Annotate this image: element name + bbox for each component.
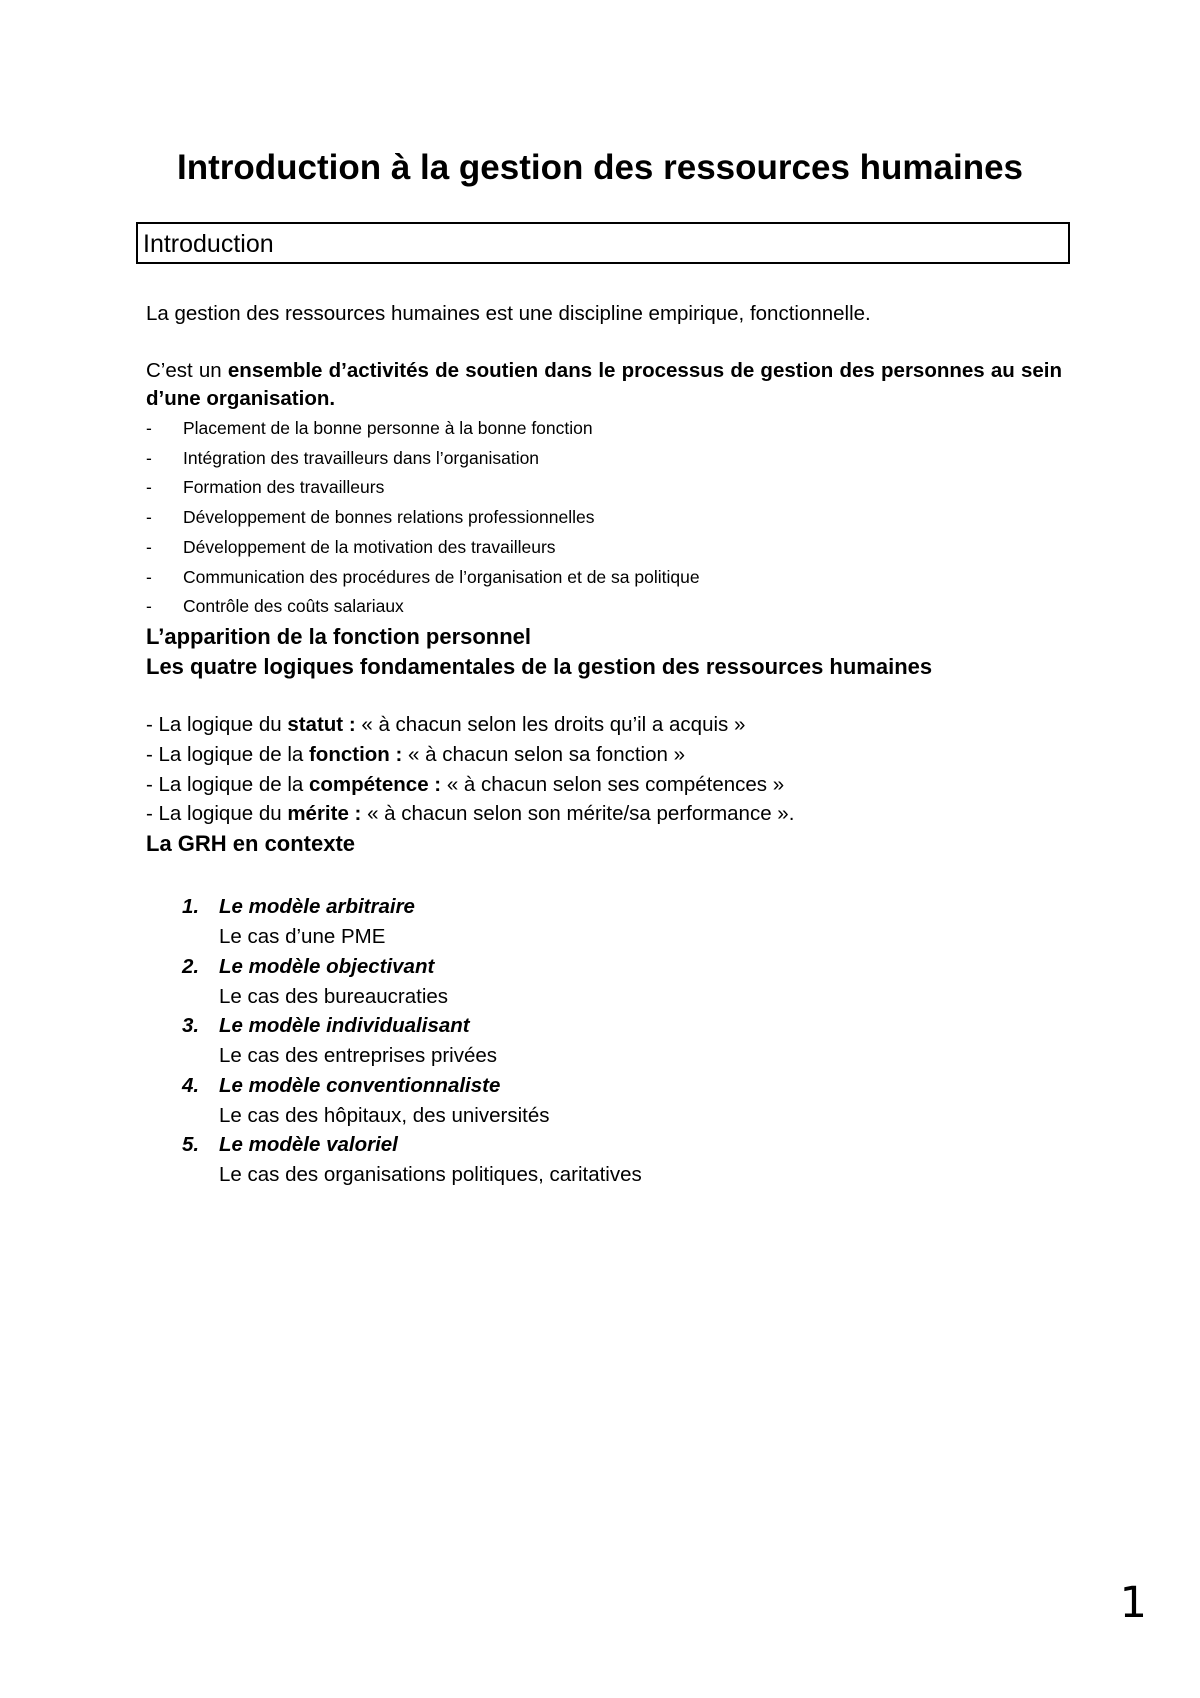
section-heading-introduction: Introduction: [136, 222, 1070, 264]
logique-description: « à chacun selon son mérite/sa performance ».: [361, 802, 795, 826]
model-item: [146, 952, 1062, 1012]
definition-prefix: C’est un: [146, 359, 228, 382]
list-bullet: -: [146, 566, 152, 587]
list-item-text: Formation des travailleurs: [183, 477, 385, 498]
model-item: [146, 1130, 1062, 1190]
logique-item: [146, 799, 1062, 829]
list-bullet: -: [146, 418, 152, 438]
logique-keyword: fonction :: [308, 742, 403, 766]
list-item-text: Contrôle des coûts salariaux: [183, 596, 404, 617]
model-item: [146, 892, 1062, 952]
list-item: [146, 473, 1062, 503]
logique-keyword: compétence :: [308, 772, 442, 796]
logique-item: [146, 770, 1062, 800]
model-number: 4.: [182, 1073, 200, 1097]
model-case: Le cas des hôpitaux, des universités: [219, 1103, 550, 1127]
logique-prefix: - La logique du: [146, 802, 288, 826]
model-case: Le cas d’une PME: [219, 924, 386, 948]
list-item-text: Communication des procédures de l’organisation et de sa politique: [183, 566, 700, 587]
activities-list: [146, 414, 1062, 622]
model-title: Le modèle objectivant: [219, 954, 435, 978]
model-title: Le modèle valoriel: [219, 1133, 398, 1157]
list-item-text: Développement de bonnes relations professionnelles: [183, 507, 595, 528]
logique-keyword: statut :: [287, 712, 356, 736]
heading-quatre-logiques: Les quatre logiques fondamentales de la gestion des ressources humaines: [146, 653, 933, 679]
model-title: Le modèle conventionnaliste: [219, 1073, 501, 1097]
logique-keyword: mérite :: [287, 802, 362, 826]
model-item: [146, 1071, 1062, 1131]
list-item: [146, 533, 1062, 563]
definition-bold: ensemble d’activités de soutien dans le processus de gestion des personnes au sein d’une organisation.: [146, 359, 1063, 410]
logique-description: « à chacun selon sa fonction »: [402, 742, 685, 766]
model-number: 3.: [182, 1014, 200, 1038]
model-case: Le cas des entreprises privées: [219, 1044, 498, 1068]
logique-item: [146, 710, 1062, 740]
list-bullet: -: [146, 536, 152, 557]
model-item: [146, 1011, 1062, 1071]
model-number: 1.: [182, 895, 200, 919]
page-number: 1: [1119, 1578, 1147, 1628]
heading-grh-contexte: La GRH en contexte: [146, 831, 356, 857]
logique-description: « à chacun selon les droits qu’il a acquis »: [355, 712, 746, 736]
model-title: Le modèle arbitraire: [219, 895, 415, 919]
logique-prefix: - La logique de la: [146, 772, 309, 796]
list-item: [146, 503, 1062, 533]
logiques-list: [146, 710, 1062, 829]
model-case: Le cas des organisations politiques, caritatives: [219, 1163, 642, 1187]
logique-prefix: - La logique de la: [146, 742, 309, 766]
models-list: [146, 892, 1062, 1190]
list-bullet: -: [146, 447, 152, 468]
list-item: [146, 444, 1062, 474]
model-number: 5.: [182, 1133, 200, 1157]
list-item: [146, 563, 1062, 593]
list-bullet: -: [146, 477, 152, 498]
document-title: Introduction à la gestion des ressources humaines: [176, 148, 1024, 187]
definition-paragraph: [146, 357, 1062, 413]
document-body: [146, 300, 1062, 1190]
list-item: [146, 414, 1062, 444]
list-item-text: Intégration des travailleurs dans l’organisation: [183, 447, 540, 468]
logique-description: « à chacun selon ses compétences »: [441, 772, 785, 796]
logique-item: [146, 740, 1062, 770]
model-number: 2.: [182, 954, 200, 978]
model-case: Le cas des bureaucraties: [219, 984, 449, 1008]
logique-prefix: - La logique du: [146, 712, 288, 736]
heading-apparition: L’apparition de la fonction personnel: [146, 623, 532, 649]
model-title: Le modèle individualisant: [219, 1014, 470, 1038]
list-item-text: Placement de la bonne personne à la bonne fonction: [183, 418, 593, 438]
list-item: [146, 592, 1062, 622]
list-bullet: -: [146, 507, 152, 528]
intro-paragraph: La gestion des ressources humaines est une discipline empirique, fonctionnelle.: [146, 302, 871, 325]
list-bullet: -: [146, 596, 152, 617]
list-item-text: Développement de la motivation des travailleurs: [183, 536, 556, 557]
